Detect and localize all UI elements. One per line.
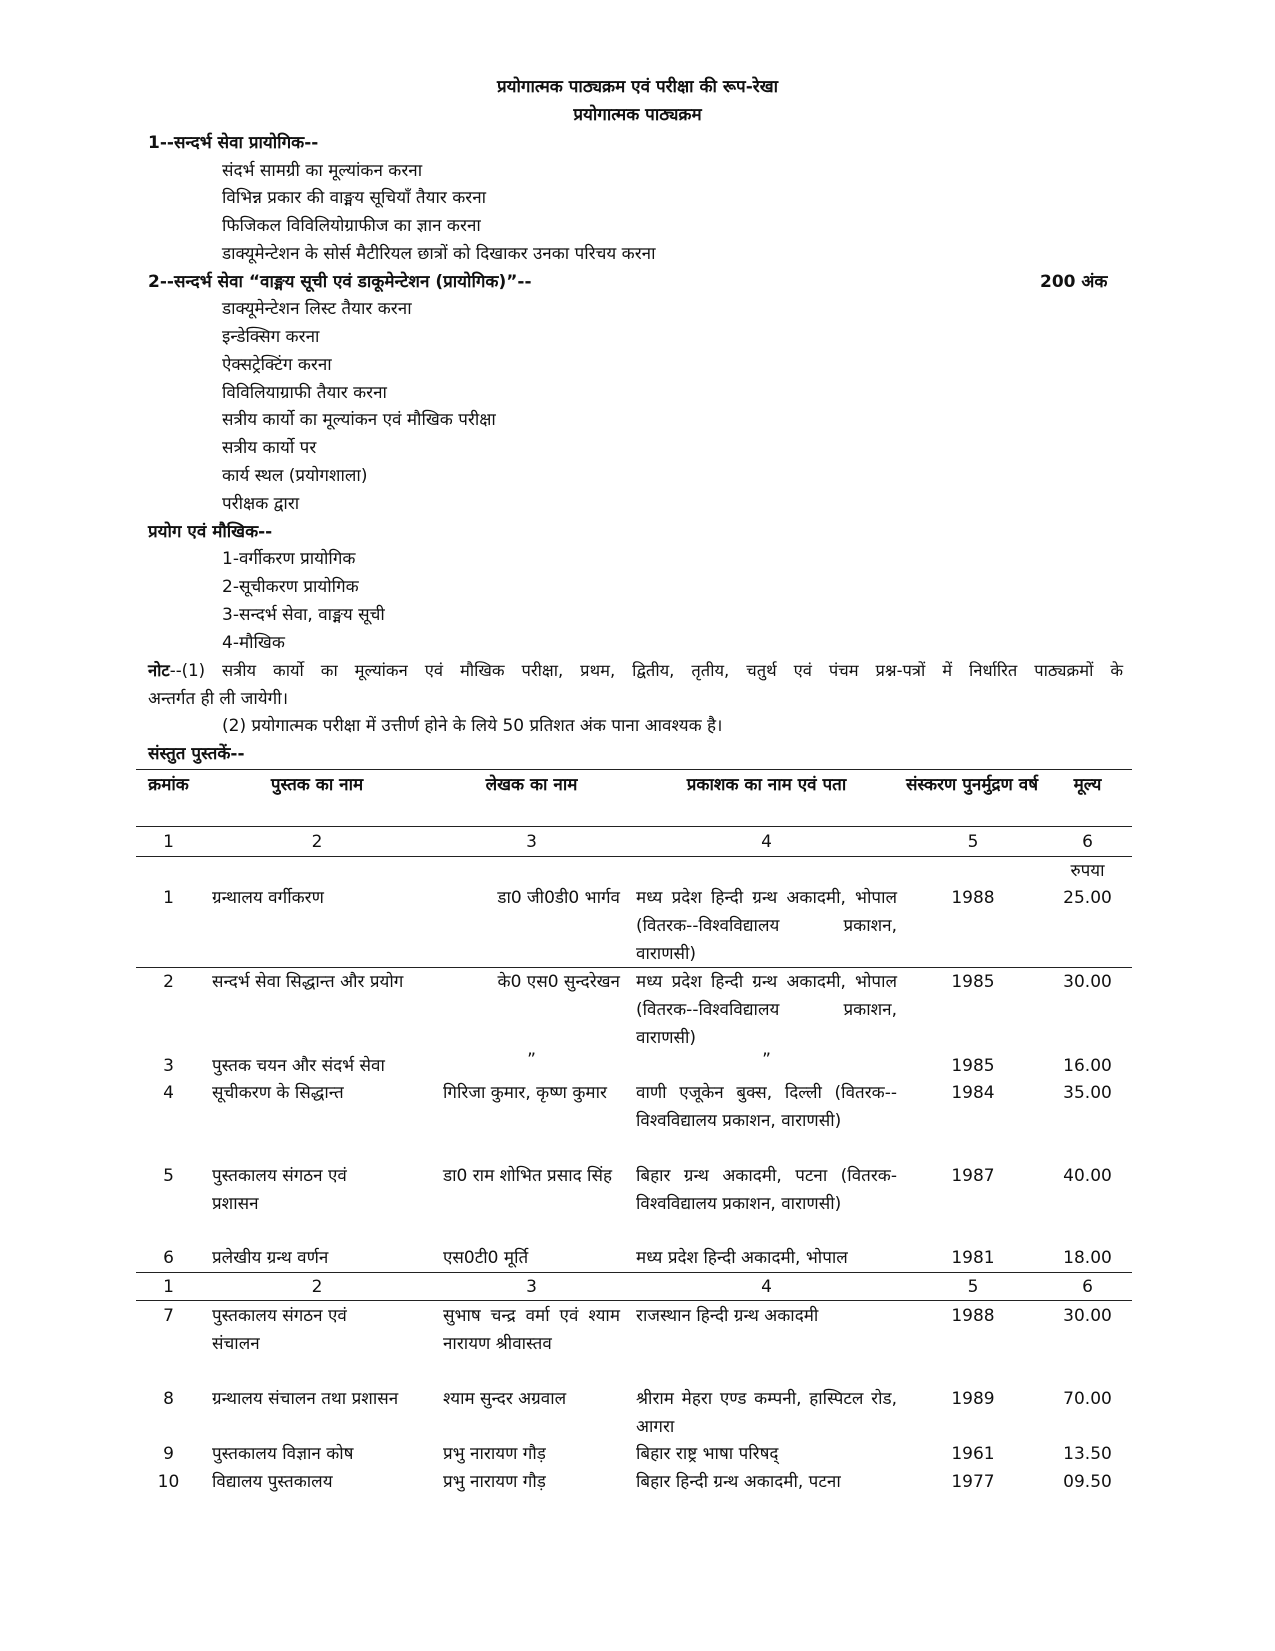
- section1-item: डाक्यूमेन्टेशन के सोर्स मैटीरियल छात्रों को दिखाकर उनका परिचय करना: [222, 244, 656, 264]
- row-number: 9: [163, 1444, 174, 1464]
- row-number: 6: [163, 1248, 174, 1268]
- book-price: 25.00: [1063, 888, 1112, 908]
- row-number: 7: [163, 1306, 174, 1326]
- section3-item: 4-मौखिक: [222, 633, 285, 653]
- books-heading: संस्तुत पुस्तकें--: [148, 744, 245, 764]
- section2-item: सत्रीय कार्यो पर: [222, 438, 317, 458]
- book-author: एस0टी0 मूर्ति: [443, 1248, 529, 1268]
- book-price: 35.00: [1063, 1083, 1112, 1103]
- book-price: 18.00: [1063, 1248, 1112, 1268]
- book-publisher: बिहार हिन्दी ग्रन्थ अकादमी, पटना: [636, 1472, 841, 1492]
- col-header: मूल्य: [1073, 775, 1102, 795]
- section2-item: परीक्षक द्वारा: [222, 494, 300, 514]
- book-price: 13.50: [1063, 1444, 1112, 1464]
- book-year: 1985: [951, 1056, 995, 1076]
- note-line-3: (2) प्रयोगात्मक परीक्षा में उत्तीर्ण होने के लिये 50 प्रतिशत अंक पाना आवश्यक है।: [222, 716, 723, 736]
- col-number: 6: [1082, 1277, 1093, 1297]
- book-title: पुस्तकालय संगठन एवं संचालन: [212, 1306, 347, 1354]
- book-author: प्रभु नारायण गौड़: [443, 1444, 546, 1464]
- col-number: 1: [163, 832, 174, 852]
- book-title: सन्दर्भ सेवा सिद्धान्त और प्रयोग: [212, 972, 404, 992]
- row-number: 1: [163, 888, 174, 908]
- col-header: पुस्तक का नाम: [270, 775, 364, 795]
- book-price: 40.00: [1063, 1166, 1112, 1186]
- col-number: 1: [163, 1277, 174, 1297]
- row-number: 3: [163, 1056, 174, 1076]
- book-title: ग्रन्थालय संचालन तथा प्रशासन: [212, 1389, 399, 1409]
- book-author: डा0 जी0डी0 भार्गव: [497, 888, 620, 908]
- book-price: 16.00: [1063, 1056, 1112, 1076]
- book-year: 1988: [951, 1306, 995, 1326]
- book-publisher: श्रीराम मेहरा एण्ड कम्पनी, हास्पिटल रोड, आगरा: [636, 1389, 897, 1437]
- book-title: ग्रन्थालय वर्गीकरण: [212, 888, 324, 908]
- book-publisher: राजस्थान हिन्दी ग्रन्थ अकादमी: [636, 1306, 819, 1326]
- book-price: 70.00: [1063, 1389, 1112, 1409]
- note-line-1: [148, 660, 1123, 682]
- section2-item: डाक्यूमेन्टेशन लिस्ट तैयार करना: [222, 299, 412, 319]
- book-price: 30.00: [1063, 972, 1112, 992]
- section2-item: इन्डेक्सिग करना: [222, 327, 320, 347]
- note-line-2: अन्तर्गत ही ली जायेगी।: [148, 689, 289, 709]
- note-text-1: --(1) सत्रीय कार्यो का मूल्यांकन एवं मौखिक परीक्षा, प्रथम, द्वितीय, तृतीय, चतुर्थ एवं पंचम प्रश्न-पत्रों में निर्धारित पाठ्यक्रमों के: [169, 661, 1123, 680]
- row-number: 5: [163, 1166, 174, 1186]
- book-title: प्रलेखीय ग्रन्थ वर्णन: [212, 1248, 329, 1268]
- book-year: 1977: [951, 1472, 995, 1492]
- row-number: 4: [163, 1083, 174, 1103]
- col-number: 4: [761, 1277, 772, 1297]
- section1-heading: 1--सन्दर्भ सेवा प्रायोगिक--: [148, 133, 319, 153]
- book-title: पुस्तकालय संगठन एवं प्रशासन: [212, 1166, 347, 1214]
- table-rule: [136, 856, 1132, 857]
- book-year: 1984: [951, 1083, 995, 1103]
- book-year: 1981: [951, 1248, 995, 1268]
- section1-item: विभिन्न प्रकार की वाङ्मय सूचियाँ तैयार करना: [222, 188, 487, 208]
- section3-item: 1-वर्गीकरण प्रायोगिक: [222, 549, 356, 569]
- col-number: 5: [967, 832, 979, 852]
- book-title: विद्यालय पुस्तकालय: [212, 1472, 333, 1492]
- col-number: 2: [311, 832, 323, 852]
- note-label: नोट: [148, 661, 170, 680]
- table-rule: [136, 1300, 1132, 1301]
- section2-item: कार्य स्थल (प्रयोगशाला): [222, 466, 368, 486]
- section1-item: फिजिकल विविलियोग्राफीज का ज्ञान करना: [222, 216, 481, 236]
- book-author: के0 एस0 सुन्दरेखन: [497, 972, 620, 992]
- row-number: 8: [163, 1389, 174, 1409]
- row-number: 2: [163, 972, 174, 992]
- book-author: सुभाष चन्द्र वर्मा एवं श्याम नारायण श्रीवास्तव: [443, 1306, 620, 1354]
- col-header: क्रमांक: [148, 775, 189, 795]
- table-rule: [136, 826, 1132, 827]
- row-number: 10: [157, 1472, 180, 1492]
- page-subtitle: प्रयोगात्मक पाठ्यक्रम: [573, 105, 702, 125]
- section2-item: ऐक्सट्रेक्टिंग करना: [222, 355, 332, 375]
- col-number: 2: [311, 1277, 323, 1297]
- book-author: डा0 राम शोभित प्रसाद सिंह: [443, 1166, 612, 1186]
- book-price: 30.00: [1063, 1306, 1112, 1326]
- book-publisher: बिहार राष्ट्र भाषा परिषद्: [636, 1444, 779, 1464]
- section2-marks: 200 अंक: [1040, 272, 1108, 292]
- book-author: ”: [527, 1050, 536, 1070]
- section3-item: 2-सूचीकरण प्रायोगिक: [222, 577, 359, 597]
- section2-heading: 2--सन्दर्भ सेवा “वाङ्मय सूची एवं डाकूमेन्टेशन (प्रायोगिक)”--: [148, 272, 532, 292]
- col-number: 3: [526, 1277, 537, 1297]
- book-publisher: मध्य प्रदेश हिन्दी अकादमी, भोपाल: [636, 1248, 848, 1268]
- col-number: 6: [1082, 832, 1093, 852]
- book-year: 1961: [951, 1444, 995, 1464]
- book-year: 1987: [951, 1166, 995, 1186]
- col-number: 5: [967, 1277, 979, 1297]
- book-author: गिरिजा कुमार, कृष्ण कुमार: [443, 1083, 607, 1103]
- book-title: सूचीकरण के सिद्धान्त: [212, 1083, 344, 1103]
- book-year: 1989: [951, 1389, 995, 1409]
- currency-label: रुपया: [1070, 861, 1105, 881]
- section3-heading: प्रयोग एवं मौखिक--: [148, 522, 273, 542]
- book-author: श्याम सुन्दर अग्रवाल: [443, 1389, 567, 1409]
- col-header: लेखक का नाम: [485, 775, 578, 795]
- col-header: संस्करण पुनर्मुद्रण वर्ष: [905, 775, 1039, 795]
- book-publisher: बिहार ग्रन्थ अकादमी, पटना (वितरक-विश्वविद्यालय प्रकाशन, वाराणसी): [636, 1166, 897, 1214]
- book-year: 1988: [951, 888, 995, 908]
- table-rule: [136, 769, 1132, 770]
- book-publisher: वाणी एजूकेन बुक्स, दिल्ली (वितरक--विश्वविद्यालय प्रकाशन, वाराणसी): [636, 1083, 897, 1131]
- book-year: 1985: [951, 972, 995, 992]
- col-number: 3: [526, 832, 537, 852]
- book-publisher: मध्य प्रदेश हिन्दी ग्रन्थ अकादमी, भोपाल (वितरक--विश्वविद्यालय प्रकाशन, वाराणसी): [636, 972, 897, 1048]
- page-title: प्रयोगात्मक पाठ्यक्रम एवं परीक्षा की रूप-रेखा: [496, 77, 779, 97]
- section2-item: सत्रीय कार्यो का मूल्यांकन एवं मौखिक परीक्षा: [222, 410, 496, 430]
- col-number: 4: [761, 832, 772, 852]
- section3-item: 3-सन्दर्भ सेवा, वाङ्मय सूची: [222, 605, 385, 625]
- book-price: 09.50: [1063, 1472, 1112, 1492]
- book-title: पुस्तक चयन और संदर्भ सेवा: [212, 1056, 385, 1076]
- book-publisher: ”: [762, 1050, 771, 1070]
- section2-item: विविलियाग्राफी तैयार करना: [222, 383, 387, 403]
- col-header: प्रकाशक का नाम एवं पता: [686, 775, 847, 795]
- book-title: पुस्तकालय विज्ञान कोष: [212, 1444, 354, 1464]
- book-publisher: मध्य प्रदेश हिन्दी ग्रन्थ अकादमी, भोपाल (वितरक--विश्वविद्यालय प्रकाशन, वाराणसी): [636, 888, 897, 964]
- section1-item: संदर्भ सामग्री का मूल्यांकन करना: [222, 161, 423, 181]
- book-author: प्रभु नारायण गौड़: [443, 1472, 546, 1492]
